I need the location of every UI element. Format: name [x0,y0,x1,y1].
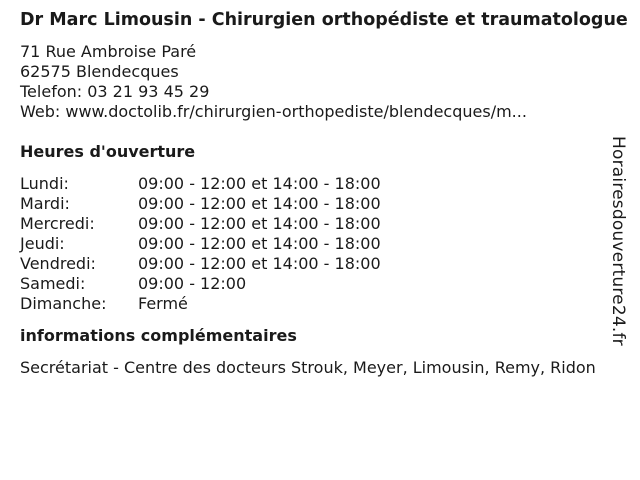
hours-table [20,174,620,314]
hours-row [20,274,620,294]
time-value: 09:00 - 12:00 [138,274,247,293]
info-heading: informations complémentaires [20,326,297,345]
hours-heading: Heures d'ouverture [20,142,196,161]
day-label: Jeudi: [20,234,65,253]
time-value: 09:00 - 12:00 et 14:00 - 18:00 [138,254,381,273]
page-title: Dr Marc Limousin - Chirurgien orthopédiste et traumatologue [20,10,628,30]
time-value: 09:00 - 12:00 et 14:00 - 18:00 [138,174,381,193]
info-text: Secrétariat - Centre des docteurs Strouk, Meyer, Limousin, Remy, Ridon [20,358,596,377]
day-label: Mardi: [20,194,70,213]
day-label: Mercredi: [20,214,95,233]
site-watermark: Horairesdouverture24.fr [608,136,628,346]
time-value: Fermé [138,294,188,313]
hours-row [20,254,620,274]
time-value: 09:00 - 12:00 et 14:00 - 18:00 [138,214,381,233]
time-value: 09:00 - 12:00 et 14:00 - 18:00 [138,234,381,253]
day-label: Samedi: [20,274,86,293]
hours-row [20,214,620,234]
day-label: Lundi: [20,174,69,193]
phone-number: Telefon: 03 21 93 45 29 [20,82,210,101]
hours-row [20,194,620,214]
city-address: 62575 Blendecques [20,62,179,81]
website-link[interactable]: Web: www.doctolib.fr/chirurgien-orthopediste/blendecques/m... [20,102,527,121]
hours-row [20,294,620,314]
hours-row [20,174,620,194]
day-label: Vendredi: [20,254,96,273]
business-card [20,10,628,378]
time-value: 09:00 - 12:00 et 14:00 - 18:00 [138,194,381,213]
address-block [20,42,620,122]
street-address: 71 Rue Ambroise Paré [20,42,197,61]
day-label: Dimanche: [20,294,107,313]
hours-row [20,234,620,254]
